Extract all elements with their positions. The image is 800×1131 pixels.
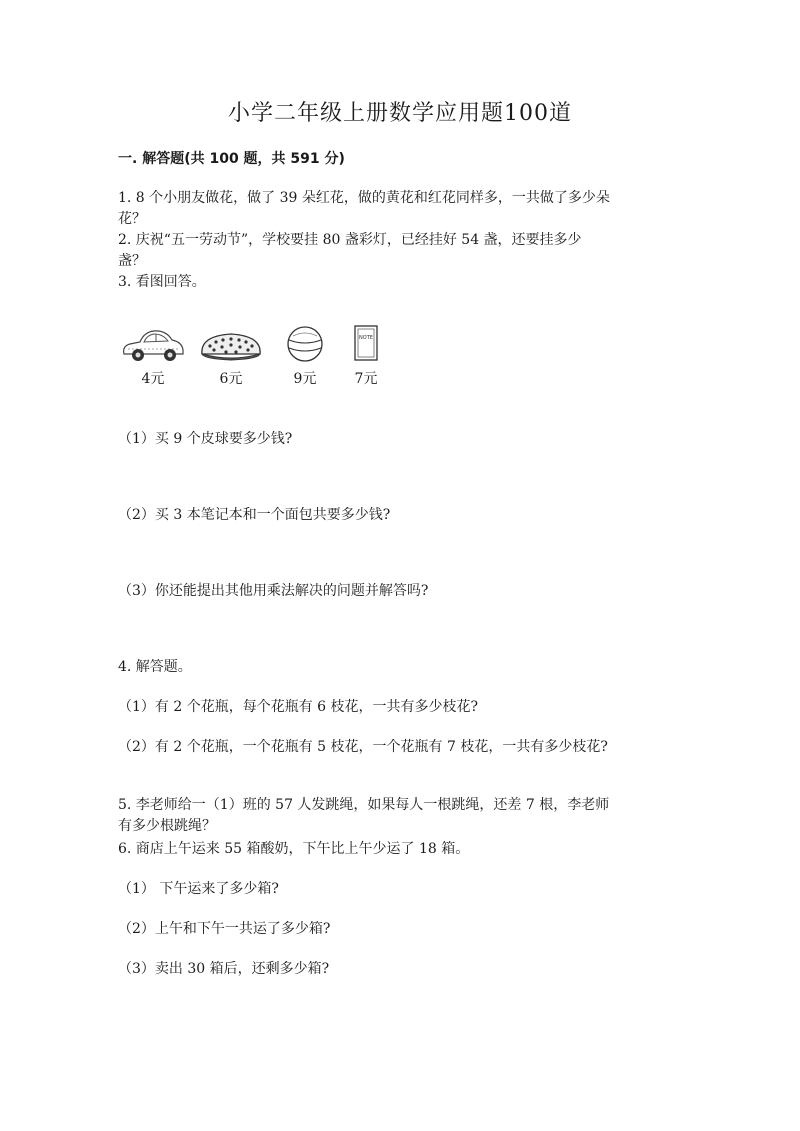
item-notebook	[331, 322, 401, 388]
question-2-line-2: 盏？	[118, 253, 146, 269]
question-3-sub-2: （2）买 3 本笔记本和一个面包共要多少钱?	[118, 507, 391, 523]
item-ball	[270, 322, 340, 388]
question-1-line-1: 1. 8 个小朋友做花，做了 39 朵红花，做的黄花和红花同样多，一共做了多少朵	[118, 190, 610, 206]
question-1-line-2: 花？	[118, 211, 146, 227]
question-6-sub-3: （3）卖出 30 箱后，还剩多少箱?	[118, 961, 330, 977]
question-4-stem: 4. 解答题。	[118, 659, 192, 675]
item-price: 6元	[219, 371, 243, 387]
question-2-line-1: 2. 庆祝“五一劳动节”，学校要挂 80 盏彩灯，已经挂好 54 盏，还要挂多少	[118, 232, 582, 248]
question-5-line-1: 5. 李老师给一（1）班的 57 人发跳绳，如果每人一根跳绳，还差 7 根，李老师	[118, 797, 610, 813]
question-5	[118, 795, 688, 837]
question-4-sub-1: （1）有 2 个花瓶，每个花瓶有 6 枝花，一共有多少枝花?	[118, 699, 479, 715]
ball-icon	[283, 322, 327, 366]
notebook-label: NOTE	[359, 335, 373, 341]
question-3-stem: 3. 看图回答。	[118, 274, 206, 290]
question-6-sub-1: （1） 下午运来了多少箱?	[118, 881, 279, 897]
question-1	[118, 188, 688, 230]
bread-icon	[196, 322, 266, 366]
question-5-line-2: 有多少根跳绳？	[118, 818, 216, 834]
toy-car-icon	[120, 322, 186, 366]
question-2	[118, 230, 688, 272]
page-title: 小学二年级上册数学应用题100道	[228, 101, 572, 126]
section-heading: 一. 解答题(共 100 题，共 591 分)	[118, 151, 345, 167]
question-6-stem: 6. 商店上午运来 55 箱酸奶，下午比上午少运了 18 箱。	[118, 841, 470, 857]
item-toy-car	[118, 322, 188, 388]
question-3-sub-1: （1）买 9 个皮球要多少钱?	[118, 431, 293, 447]
question-3-sub-3: （3）你还能提出其他用乘法解决的问题并解答吗?	[118, 583, 429, 599]
item-price: 9元	[293, 371, 317, 387]
item-price: 7元	[354, 371, 378, 387]
notebook-icon	[346, 322, 386, 366]
item-bread	[196, 322, 266, 388]
question-6-sub-2: （2）上午和下午一共运了多少箱?	[118, 921, 331, 937]
item-price: 4元	[141, 371, 165, 387]
question-4-sub-2: （2）有 2 个花瓶，一个花瓶有 5 枝花，一个花瓶有 7 枝花，一共有多少枝花?	[118, 739, 608, 755]
